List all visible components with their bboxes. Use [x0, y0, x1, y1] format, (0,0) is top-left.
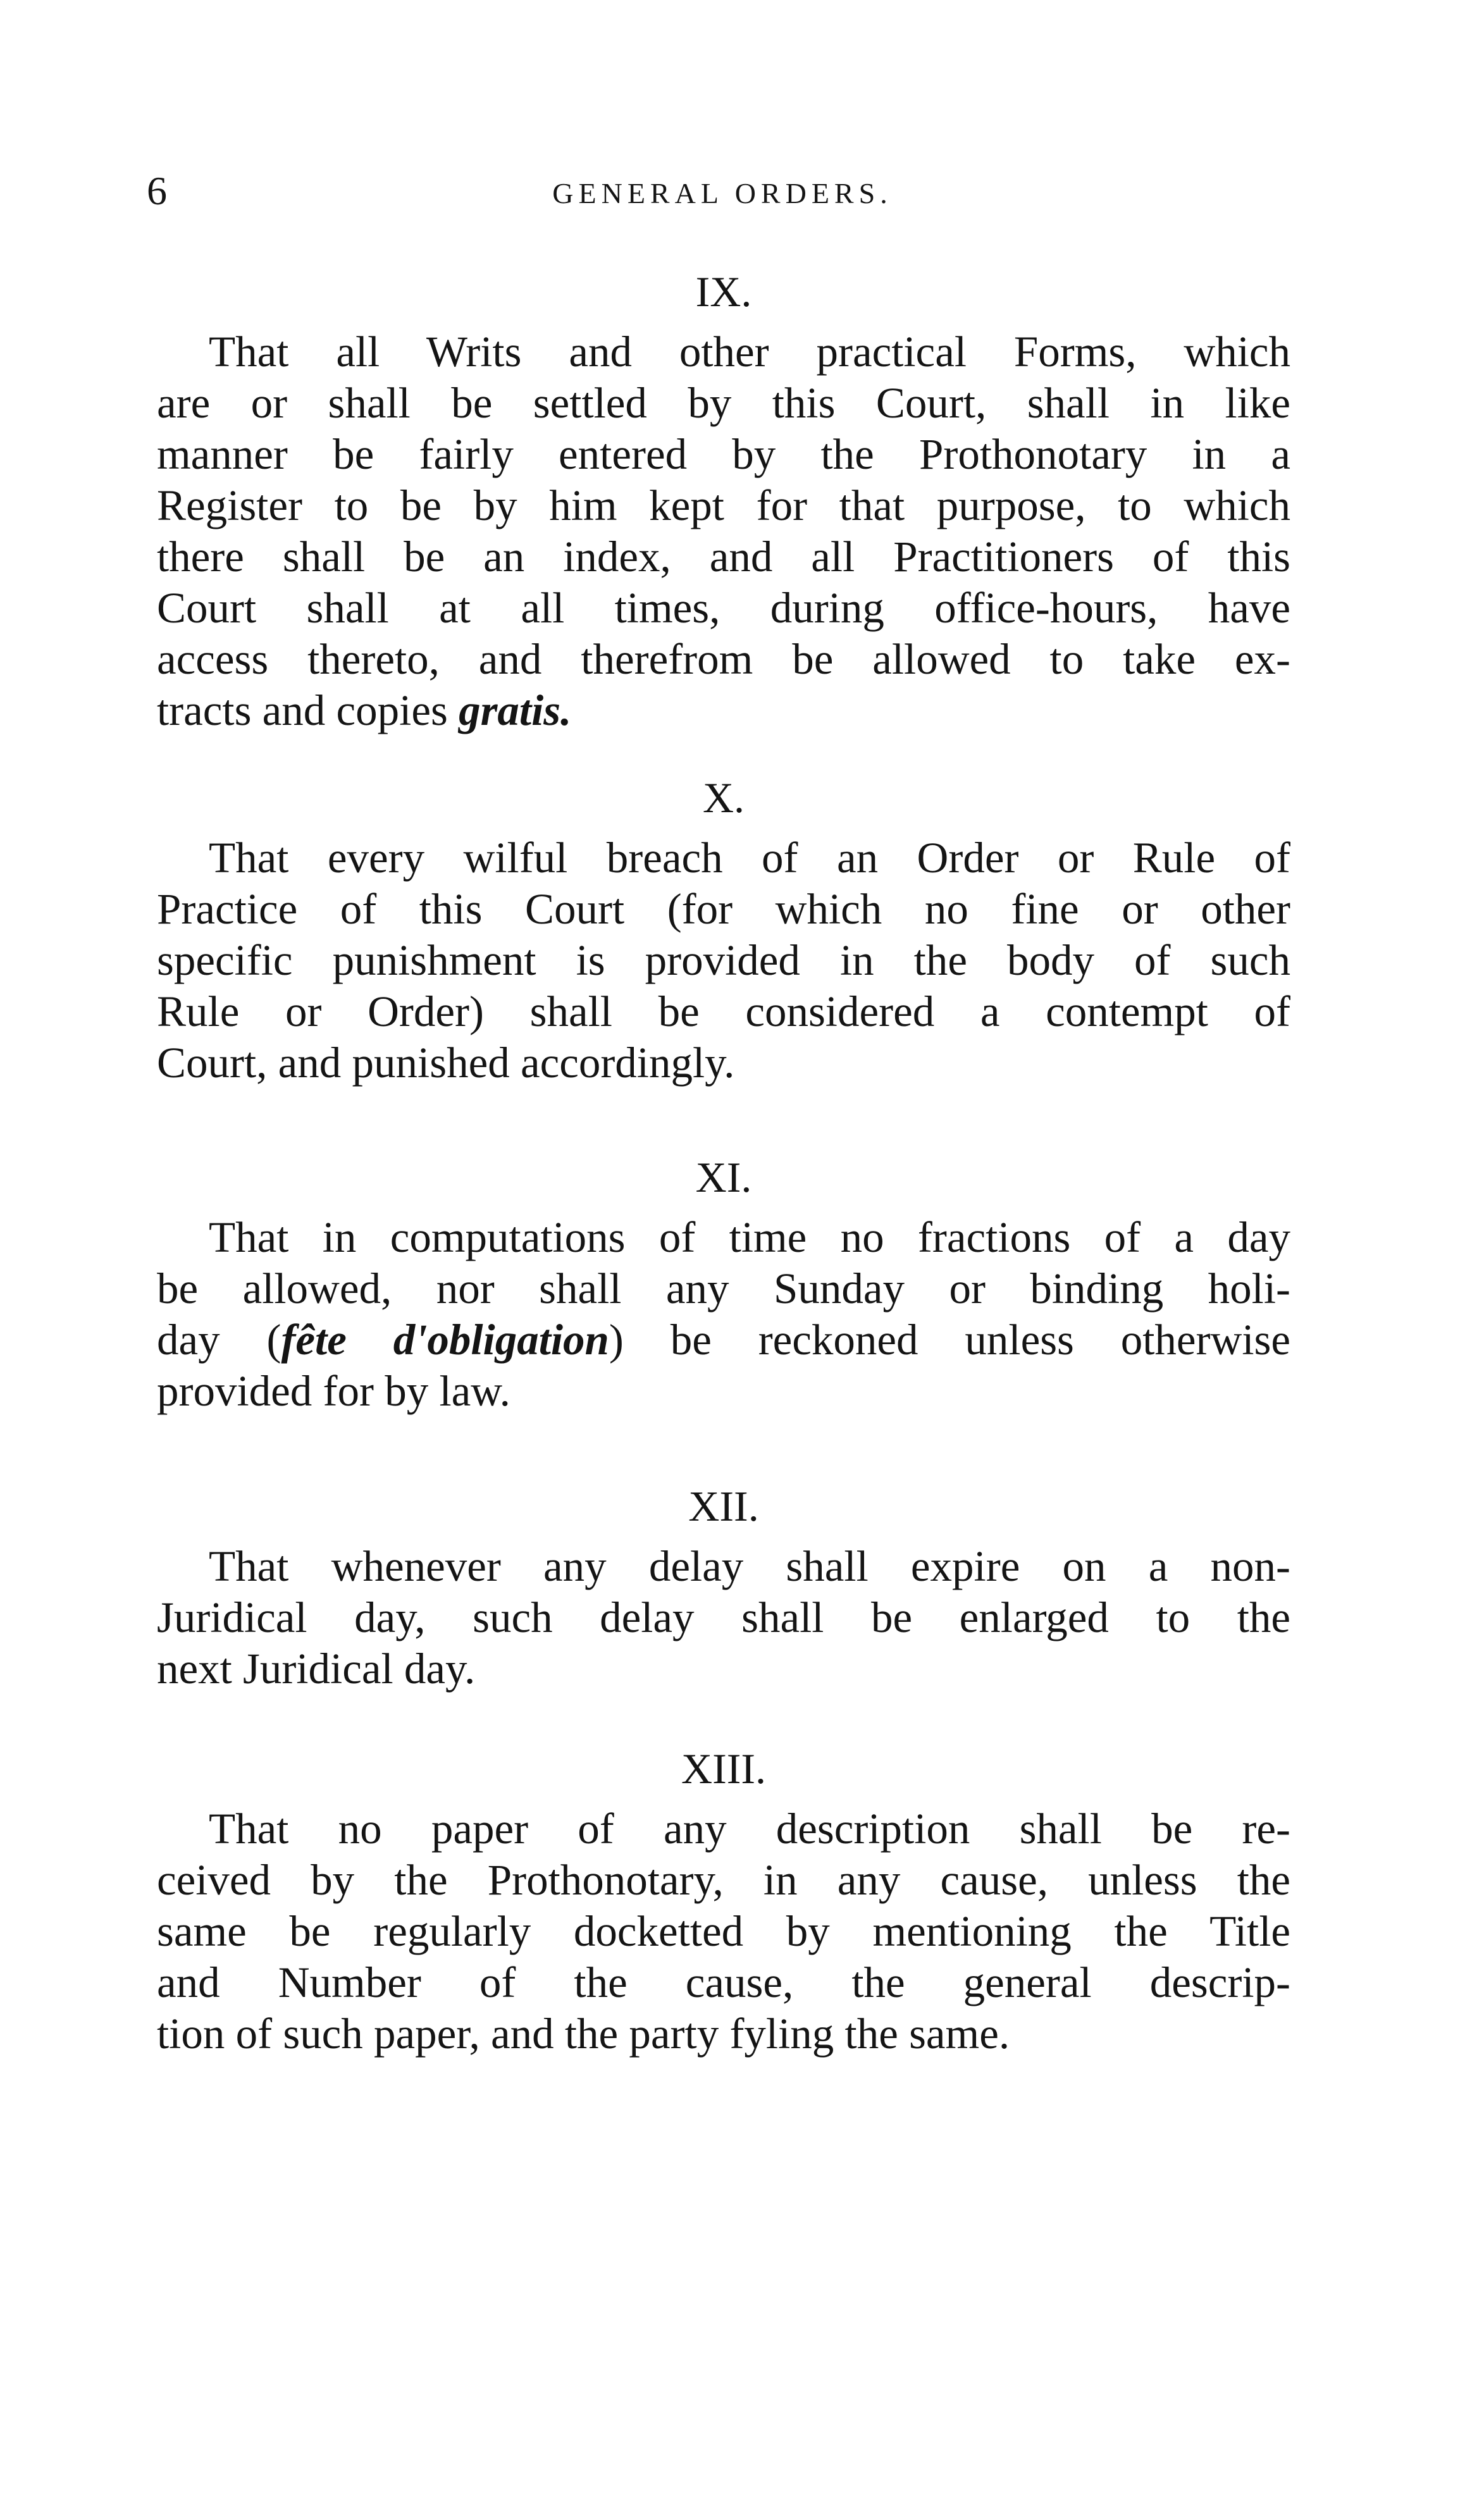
- section-xii: [157, 1480, 1290, 1695]
- text-line: Court shall at all times, during office-hours, have: [157, 584, 1290, 632]
- section-heading: IX.: [695, 268, 752, 316]
- section-heading: XI.: [695, 1153, 752, 1201]
- text-fragment: ) be reckoned unless otherwise: [609, 1316, 1290, 1364]
- section-xiii: [157, 1743, 1290, 2060]
- text-line: next Juridical day.: [157, 1645, 476, 1693]
- text-line: That in computations of time no fractions of a day: [209, 1213, 1290, 1261]
- section-heading: XII.: [688, 1482, 759, 1530]
- text-line: That all Writs and other practical Forms, which: [209, 328, 1290, 376]
- text-line: specific punishment is provided in the body of such: [157, 936, 1290, 984]
- section-xi: [157, 1151, 1290, 1417]
- text-line: provided for by law.: [157, 1367, 510, 1415]
- text-line: ceived by the Prothonotary, in any cause, unless the: [157, 1856, 1290, 1904]
- text-line: Register to be by him kept for that purpose, to which: [157, 481, 1290, 529]
- text-line: and Number of the cause, the general descrip-: [157, 1958, 1290, 2006]
- text-line: Rule or Order) shall be considered a contempt of: [157, 987, 1290, 1035]
- text-fragment: tracts and copies: [157, 686, 459, 734]
- text-fragment: day (: [157, 1316, 281, 1364]
- text-line: [157, 685, 1290, 736]
- running-title: GENERAL ORDERS.: [552, 177, 893, 209]
- text-line: are or shall be settled by this Court, shall in like: [157, 379, 1290, 427]
- text-line: manner be fairly entered by the Prothonotary in a: [157, 430, 1290, 478]
- section-x: [157, 772, 1290, 1089]
- section-ix: [157, 266, 1290, 736]
- text-line: That every wilful breach of an Order or Rule of: [209, 834, 1290, 882]
- text-line: there shall be an index, and all Practitioners of this: [157, 533, 1290, 581]
- italic-text: gratis.: [459, 686, 572, 734]
- text-line: [157, 1314, 1290, 1366]
- italic-text: fête d'obligation: [281, 1316, 609, 1364]
- section-heading: X.: [702, 774, 745, 822]
- text-line: Juridical day, such delay shall be enlarged to the: [157, 1593, 1290, 1641]
- text-line: Court, and punished accordingly.: [157, 1039, 735, 1087]
- text-line: access thereto, and therefrom be allowed to take ex-: [157, 635, 1290, 683]
- text-line: be allowed, nor shall any Sunday or binding holi-: [157, 1264, 1290, 1313]
- section-heading: XIII.: [681, 1745, 767, 1793]
- text-line: Practice of this Court (for which no fine or other: [157, 885, 1290, 933]
- running-head: [147, 166, 1298, 216]
- page-number: 6: [147, 168, 167, 213]
- text-line: same be regularly docketted by mentioning the Title: [157, 1907, 1290, 1955]
- text-line: That whenever any delay shall expire on a non-: [209, 1542, 1290, 1590]
- text-line: That no paper of any description shall be re-: [209, 1805, 1290, 1853]
- text-line: tion of such paper, and the party fyling the same.: [157, 2010, 1010, 2058]
